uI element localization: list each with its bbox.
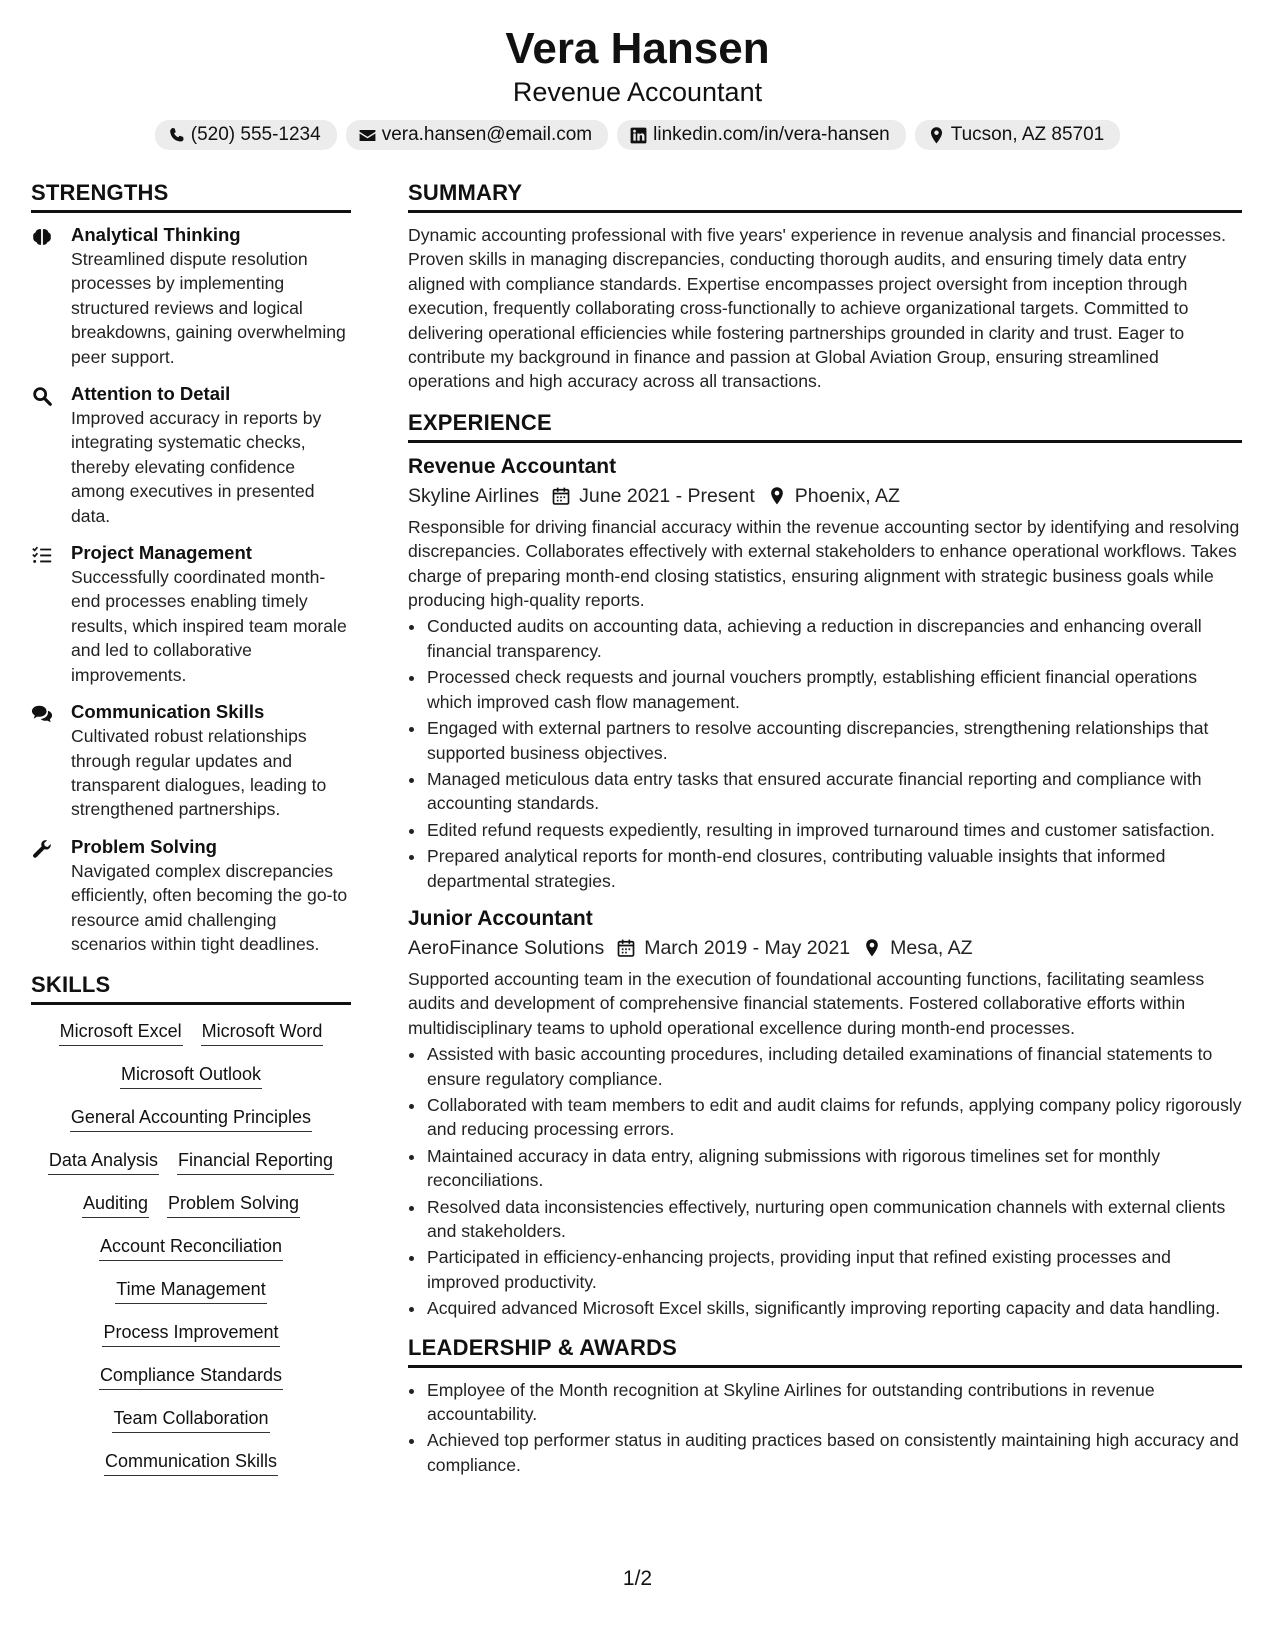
skill-tag: Data Analysis	[48, 1148, 159, 1175]
bullet-item: • Maintained accuracy in data entry, aligning submissions with rigorous timelines set for monthly reconciliations.	[426, 1144, 1242, 1193]
job-meta	[408, 933, 1242, 963]
bullet-item: • Collaborated with team members to edit and audit claims for refunds, applying company policy rigorously and reducing processing errors.	[426, 1093, 1242, 1142]
skill-tag: Team Collaboration	[112, 1406, 269, 1433]
job-company: Skyline Airlines	[408, 484, 540, 507]
bullet-item: • Managed meticulous data entry tasks that ensured accurate financial reporting and compliance with accounting standards.	[426, 767, 1242, 816]
bullet-item: • Assisted with basic accounting procedures, including detailed examinations of financial statements to ensure regulatory compliance.	[426, 1042, 1242, 1091]
map-pin-icon	[862, 938, 882, 958]
job-bullets	[408, 614, 1242, 892]
job-title: Revenue Accountant	[408, 454, 617, 478]
skill-tag: Account Reconciliation	[99, 1234, 283, 1261]
skill-tag: Time Management	[115, 1277, 266, 1304]
skill-row	[31, 1234, 351, 1261]
skill-row	[31, 1148, 351, 1175]
strength-title: Problem Solving	[71, 835, 217, 857]
strength-description: Successfully coordinated month-end processes enabling timely results, which inspired team morale and led to collaborative improvements.	[71, 567, 347, 685]
skill-row	[31, 1320, 351, 1347]
bullet-item: • Edited refund requests expediently, resulting in improved turnaround times and customer satisfaction.	[426, 818, 1242, 842]
skills-section	[31, 970, 351, 1476]
envelope-icon	[358, 126, 377, 145]
calendar-icon	[616, 938, 636, 958]
calendar-icon	[551, 486, 571, 506]
comments-icon	[31, 703, 53, 725]
experience-heading: EXPERIENCE	[408, 408, 1242, 443]
skill-row	[31, 1062, 351, 1089]
job-description: Supported accounting team in the execution of foundational accounting functions, facilitating seamless audits and development of comprehensive financial statements. Fostered collaborative efforts within multidisciplinary teams to uphold operational excellence during month-end processes.	[408, 968, 1205, 1038]
strength-title: Analytical Thinking	[71, 224, 241, 245]
job-location: Phoenix, AZ	[794, 484, 900, 507]
skill-tag: Auditing	[82, 1191, 149, 1218]
strength-title: Communication Skills	[71, 701, 265, 723]
strength-item	[31, 541, 351, 687]
strength-item	[31, 700, 351, 822]
skill-tag: Microsoft Outlook	[120, 1062, 262, 1089]
map-pin-icon	[767, 486, 787, 506]
bullet-item: • Engaged with external partners to resolve accounting discrepancies, strengthening relationships that supported business objectives.	[426, 716, 1242, 765]
leadership-heading: LEADERSHIP & AWARDS	[408, 1333, 1242, 1368]
skill-row	[31, 1406, 351, 1433]
email-text: vera.hansen@email.com	[381, 124, 593, 145]
strength-description: Improved accuracy in reports by integrating systematic checks, thereby elevating confidence among executives in presented data.	[71, 408, 322, 526]
skill-row	[31, 1277, 351, 1304]
strength-description: Cultivated robust relationships through regular updates and transparent dialogues, leading to strengthened partnerships.	[71, 726, 327, 820]
job-dates: March 2019 - May 2021	[644, 936, 851, 959]
wrench-icon	[31, 838, 53, 860]
job-dates: June 2021 - Present	[579, 484, 755, 507]
bullet-item: • Prepared analytical reports for month-end closures, contributing valuable insights that informed departmental strategies.	[426, 844, 1242, 893]
skill-row	[31, 1019, 351, 1046]
bullet-item: • Conducted audits on accounting data, achieving a reduction in discrepancies and enhancing overall financial transparency.	[426, 614, 1242, 663]
contact-linkedin[interactable]	[617, 120, 906, 150]
linkedin-icon	[629, 126, 648, 145]
summary-text: Dynamic accounting professional with five years' experience in revenue analysis and financial processes. Proven skills in managing discrepancies, conducting thorough audits, and ensuring timely data entry aligned with compliance standards. Expertise encompasses project oversight from inception through execution, frequently collaborating cross-functionally to achieve organizational targets. Committed to delivering operational efficiencies while fostering partnerships grounded in clarity and trust. Eager to contribute my background in finance and passion at Global Aviation Group, ensuring streamlined operations and high accuracy across all transactions.	[408, 225, 1226, 392]
page-number: 1/2	[622, 1567, 653, 1590]
skill-tag: Process Improvement	[102, 1320, 279, 1347]
skill-tag: General Accounting Principles	[70, 1105, 312, 1132]
bullet-item: • Processed check requests and journal vouchers promptly, establishing efficient financial operations which improved cash flow management.	[426, 665, 1242, 714]
job-entry	[408, 905, 1242, 1321]
strength-description: Navigated complex discrepancies efficiently, often becoming the go-to resource amid challenging scenarios within tight deadlines.	[71, 860, 348, 954]
skill-tag: Communication Skills	[104, 1449, 278, 1476]
job-meta	[408, 481, 1242, 511]
checklist-icon	[31, 544, 53, 566]
bullet-item: • Resolved data inconsistencies effectively, nurturing open communication channels with external clients and stakeholders.	[426, 1195, 1242, 1244]
bullet-item: • Acquired advanced Microsoft Excel skills, significantly improving reporting capacity and data handling.	[426, 1296, 1242, 1320]
phone-text: (520) 555-1234	[190, 124, 321, 145]
skill-row	[31, 1191, 351, 1218]
candidate-name: Vera Hansen	[505, 24, 770, 73]
job-title: Junior Accountant	[408, 906, 593, 930]
contact-bar	[0, 120, 1275, 150]
resume-header	[0, 22, 1275, 150]
strength-title: Project Management	[71, 542, 252, 564]
strength-title: Attention to Detail	[71, 383, 231, 405]
brain-icon	[31, 226, 53, 248]
bullet-item: • Employee of the Month recognition at Skyline Airlines for outstanding contributions in revenue accountability.	[426, 1378, 1242, 1427]
skill-tag: Financial Reporting	[177, 1148, 334, 1175]
skill-tag: Compliance Standards	[99, 1363, 283, 1390]
location-text: Tucson, AZ 85701	[950, 124, 1105, 145]
strength-item	[31, 835, 351, 957]
job-company: AeroFinance Solutions	[408, 936, 605, 959]
contact-location	[915, 120, 1121, 150]
map-pin-icon	[927, 126, 946, 145]
skills-heading: SKILLS	[31, 970, 351, 1005]
phone-icon	[167, 126, 186, 145]
skill-row	[31, 1449, 351, 1476]
skill-tag: Problem Solving	[167, 1191, 300, 1218]
strength-item	[31, 382, 351, 528]
candidate-title: Revenue Accountant	[512, 77, 763, 107]
linkedin-text: linkedin.com/in/vera-hansen	[653, 124, 890, 145]
job-location: Mesa, AZ	[890, 936, 973, 959]
right-column	[408, 178, 1242, 1479]
strengths-heading: STRENGTHS	[31, 178, 351, 213]
summary-heading: SUMMARY	[408, 178, 1242, 213]
contact-email[interactable]	[346, 120, 608, 150]
job-description: Responsible for driving financial accuracy within the revenue accounting sector by identifying and resolving discrepancies. Collaborates effectively with external stakeholders to enhance operational workflows. Takes charge of preparing month-end closing statistics, ensuring alignment with strategic business goals while producing high-quality reports.	[408, 516, 1240, 611]
job-bullets	[408, 1042, 1242, 1320]
skill-row	[31, 1105, 351, 1132]
contact-phone[interactable]	[155, 120, 337, 150]
bullet-item: • Participated in efficiency-enhancing projects, providing input that refined existing processes and improved productivity.	[426, 1245, 1242, 1294]
strength-description: Streamlined dispute resolution processes by implementing structured reviews and logical breakdowns, gaining overwhelming peer support.	[71, 249, 346, 367]
job-entry	[408, 453, 1242, 893]
skill-tag: Microsoft Word	[201, 1019, 324, 1046]
skill-tag: Microsoft Excel	[59, 1019, 183, 1046]
skill-row	[31, 1363, 351, 1390]
left-column	[31, 178, 351, 1492]
magnifier-icon	[31, 385, 53, 407]
strength-item	[31, 223, 351, 369]
bullet-item: • Achieved top performer status in auditing practices based on consistently maintaining high accuracy and compliance.	[426, 1428, 1242, 1477]
leadership-bullets	[408, 1378, 1242, 1478]
